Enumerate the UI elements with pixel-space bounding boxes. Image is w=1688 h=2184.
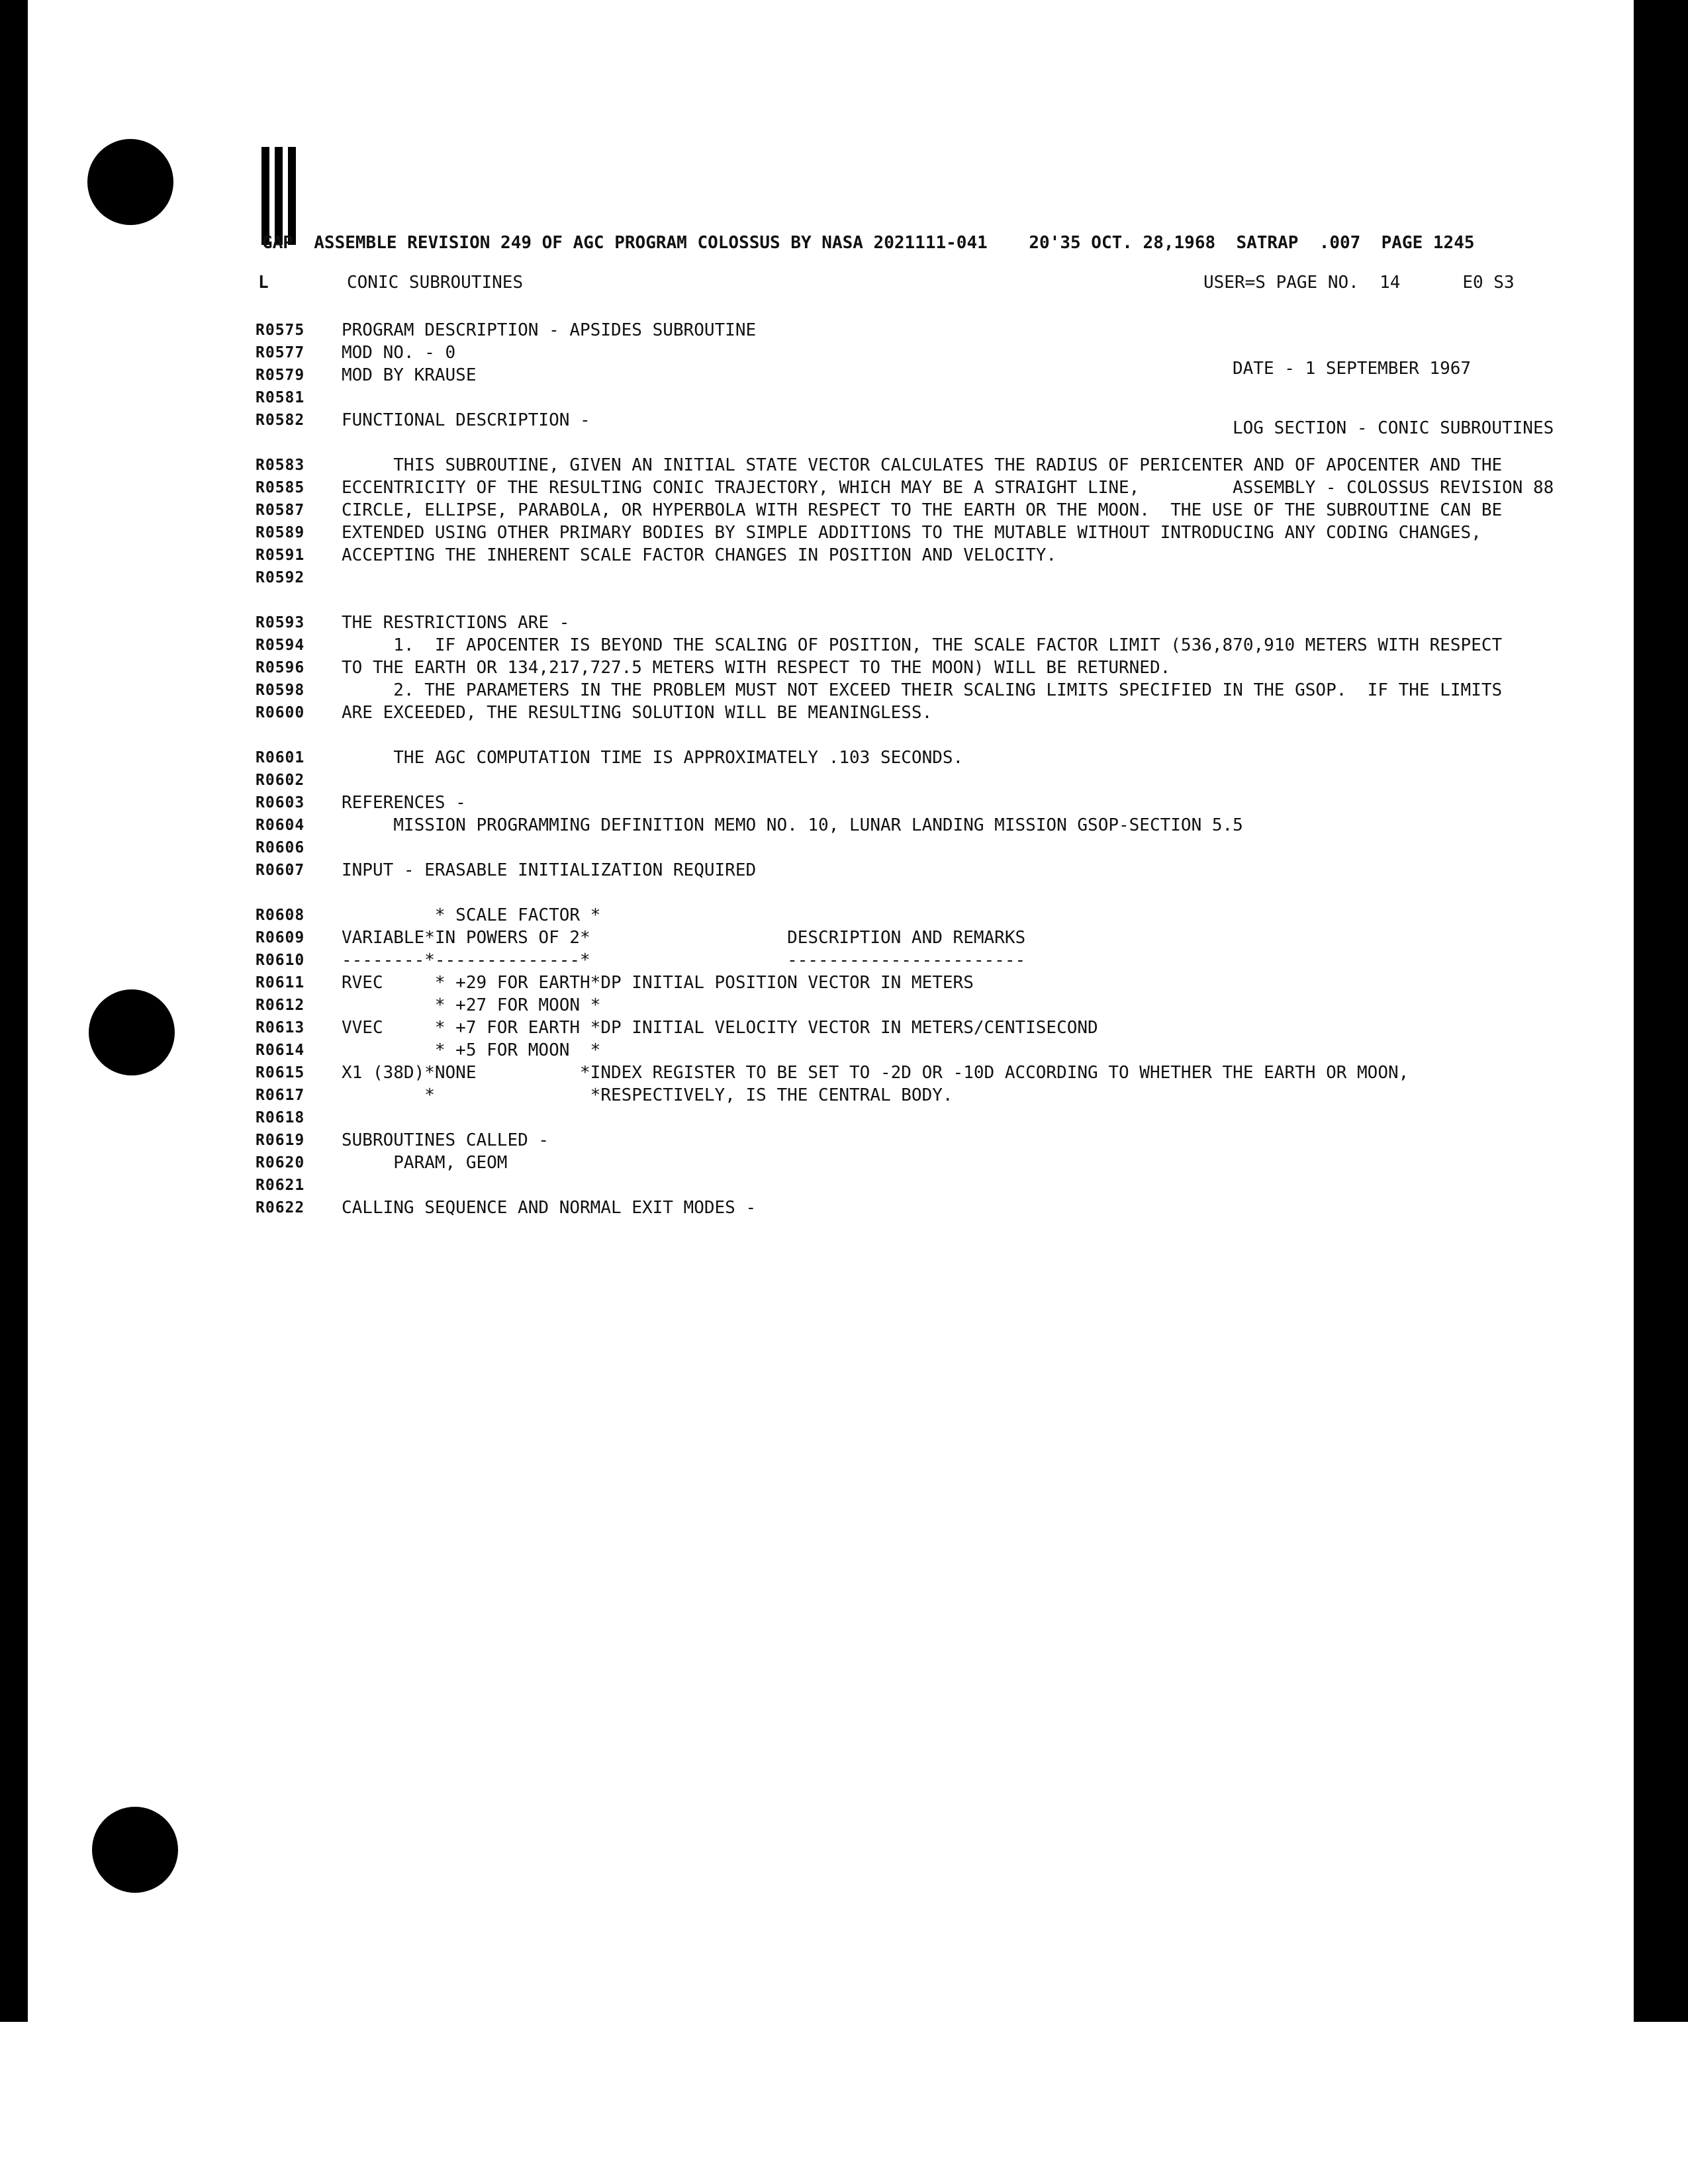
line-id: R0602 — [256, 772, 305, 789]
listing-line: ECCENTRICITY OF THE RESULTING CONIC TRAJECTORY, WHICH MAY BE A STRAIGHT LINE, — [342, 478, 1140, 498]
scan-border-left — [0, 0, 28, 2022]
listing-line — [342, 724, 1502, 747]
line-id: R0615 — [256, 1064, 305, 1081]
assembly-line: ASSEMBLY - COLOSSUS REVISION 88 — [1233, 478, 1554, 498]
listing-line: RVEC * +29 FOR EARTH*DP INITIAL POSITION VECTOR IN METERS — [342, 973, 974, 993]
listing-line: * +27 FOR MOON * — [342, 995, 601, 1015]
section-title: CONIC SUBROUTINES — [347, 273, 524, 293]
listing-line: MOD BY KRAUSE — [342, 365, 477, 385]
binder-hole-top — [87, 139, 173, 225]
listing-line: VARIABLE*IN POWERS OF 2* DESCRIPTION AND REMARKS — [342, 928, 1026, 948]
line-id: R0591 — [256, 547, 305, 564]
line-id: R0582 — [256, 412, 305, 429]
listing-line: THIS SUBROUTINE, GIVEN AN INITIAL STATE VECTOR CALCULATES THE RADIUS OF PERICENTER AND OF APOCENTER AND THE — [342, 455, 1503, 475]
listing-line: CIRCLE, ELLIPSE, PARABOLA, OR HYPERBOLA WITH RESPECT TO THE EARTH OR THE MOON. THE USE OF THE SUBROUTINE CAN BE — [342, 500, 1503, 520]
gap-marker: GAP — [262, 233, 293, 253]
listing-line: THE AGC COMPUTATION TIME IS APPROXIMATELY .103 SECONDS. — [342, 748, 964, 768]
listing-line: VVEC * +7 FOR EARTH *DP INITIAL VELOCITY VECTOR IN METERS/CENTISECOND — [342, 1018, 1098, 1038]
line-id: R0612 — [256, 997, 305, 1014]
listing-line: THE RESTRICTIONS ARE - — [342, 613, 570, 633]
scan-border-right — [1634, 0, 1688, 2022]
listing-line: 1. IF APOCENTER IS BEYOND THE SCALING OF POSITION, THE SCALE FACTOR LIMIT (536,870,910 METERS WITH RESPECT — [342, 635, 1503, 655]
section-l-mark: L — [258, 273, 269, 293]
line-id: R0596 — [256, 659, 305, 676]
listing-line — [342, 769, 1502, 792]
listing-line: REFERENCES - — [342, 793, 466, 813]
listing-line: MISSION PROGRAMMING DEFINITION MEMO NO. 10, LUNAR LANDING MISSION GSOP-SECTION 5.5 — [342, 815, 1243, 835]
line-id: R0620 — [256, 1154, 305, 1171]
section-right — [1203, 273, 1515, 293]
line-id: R0579 — [256, 367, 305, 384]
assemble-line: ASSEMBLE REVISION 249 OF AGC PROGRAM COLOSSUS BY NASA 2021111-041 — [314, 233, 988, 253]
line-id: R0587 — [256, 502, 305, 519]
line-id: R0607 — [256, 862, 305, 879]
page-number: PAGE 1245 — [1381, 233, 1475, 253]
line-id: R0601 — [256, 749, 305, 766]
users-page-number: USER=S PAGE NO. 14 — [1203, 273, 1401, 293]
listing-line — [342, 1174, 1502, 1197]
binder-hole-bottom — [92, 1807, 178, 1893]
timestamp: 20'35 OCT. 28,1968 — [1029, 233, 1216, 253]
line-id: R0611 — [256, 974, 305, 991]
listing-line: ARE EXCEEDED, THE RESULTING SOLUTION WILL BE MEANINGLESS. — [342, 703, 933, 723]
line-id: R0603 — [256, 794, 305, 811]
assembly-header — [262, 233, 1475, 253]
line-id — [256, 432, 328, 454]
listing-line: X1 (38D)*NONE *INDEX REGISTER TO BE SET TO -2D OR -10D ACCORDING TO WHETHER THE EARTH OR MOON, — [342, 1063, 1409, 1083]
line-id: R0592 — [256, 569, 305, 586]
line-id: R0604 — [256, 817, 305, 834]
listing-line: PARAM, GEOM — [342, 1153, 508, 1173]
listing-line: --------*--------------* ----------------------- — [342, 950, 1026, 970]
line-id: R0583 — [256, 457, 305, 474]
listing-line: * +5 FOR MOON * — [342, 1040, 601, 1060]
listing-line: MOD NO. - 0 — [342, 343, 456, 363]
line-id: R0581 — [256, 389, 305, 406]
code-label: .007 — [1319, 233, 1361, 253]
listing-body — [342, 319, 1502, 1219]
listing-line: 2. THE PARAMETERS IN THE PROBLEM MUST NOT EXCEED THEIR SCALING LIMITS SPECIFIED IN THE GSOP. IF THE LIMITS — [342, 680, 1503, 700]
line-id — [256, 882, 328, 904]
line-id: R0609 — [256, 929, 305, 946]
listing-line — [342, 1107, 1502, 1129]
listing-line: TO THE EARTH OR 134,217,727.5 METERS WITH RESPECT TO THE MOON) WILL BE RETURNED. — [342, 658, 1171, 678]
listing-line — [342, 882, 1502, 904]
listing-line: * SCALE FACTOR * — [342, 905, 601, 925]
listing-line: EXTENDED USING OTHER PRIMARY BODIES BY SIMPLE ADDITIONS TO THE MUTABLE WITHOUT INTRODUCING ANY CODING CHANGES, — [342, 523, 1481, 543]
line-id: R0608 — [256, 907, 305, 924]
binder-hole-middle — [89, 989, 175, 1075]
listing-line: SUBROUTINES CALLED - — [342, 1130, 549, 1150]
line-id: R0598 — [256, 682, 305, 699]
line-id: R0585 — [256, 479, 305, 496]
log-section-line: LOG SECTION - CONIC SUBROUTINES — [1233, 418, 1554, 438]
listing-line — [342, 387, 1502, 409]
line-id: R0621 — [256, 1177, 305, 1194]
date-line: DATE - 1 SEPTEMBER 1967 — [1233, 359, 1472, 379]
line-id: R0589 — [256, 524, 305, 541]
line-id: R0618 — [256, 1109, 305, 1126]
line-id: R0613 — [256, 1019, 305, 1036]
listing-line — [342, 589, 1502, 612]
listing-line: INPUT - ERASABLE INITIALIZATION REQUIRED — [342, 860, 757, 880]
line-id — [256, 724, 328, 747]
e0s3-label: E0 S3 — [1462, 273, 1515, 293]
listing-line: CALLING SEQUENCE AND NORMAL EXIT MODES - — [342, 1198, 757, 1218]
header-stripes — [261, 147, 308, 245]
listing-line — [342, 837, 1502, 859]
listing-line — [342, 432, 1502, 454]
listing-line: FUNCTIONAL DESCRIPTION - — [342, 410, 590, 430]
line-id: R0600 — [256, 704, 305, 721]
listing-line: PROGRAM DESCRIPTION - APSIDES SUBROUTINE — [342, 320, 757, 340]
line-id: R0617 — [256, 1087, 305, 1104]
line-id: R0606 — [256, 839, 305, 856]
listing-line: * *RESPECTIVELY, IS THE CENTRAL BODY. — [342, 1085, 953, 1105]
line-id: R0593 — [256, 614, 305, 631]
line-id-column — [256, 319, 328, 1219]
line-id: R0594 — [256, 637, 305, 654]
line-id: R0622 — [256, 1199, 305, 1216]
satrap-label: SATRAP — [1236, 233, 1299, 253]
line-id: R0614 — [256, 1042, 305, 1059]
line-id: R0619 — [256, 1132, 305, 1149]
line-id: R0575 — [256, 322, 305, 339]
line-id: R0577 — [256, 344, 305, 361]
line-id: R0610 — [256, 952, 305, 969]
listing-line — [342, 567, 1502, 589]
listing-line: ACCEPTING THE INHERENT SCALE FACTOR CHANGES IN POSITION AND VELOCITY. — [342, 545, 1057, 565]
line-id — [256, 589, 328, 612]
